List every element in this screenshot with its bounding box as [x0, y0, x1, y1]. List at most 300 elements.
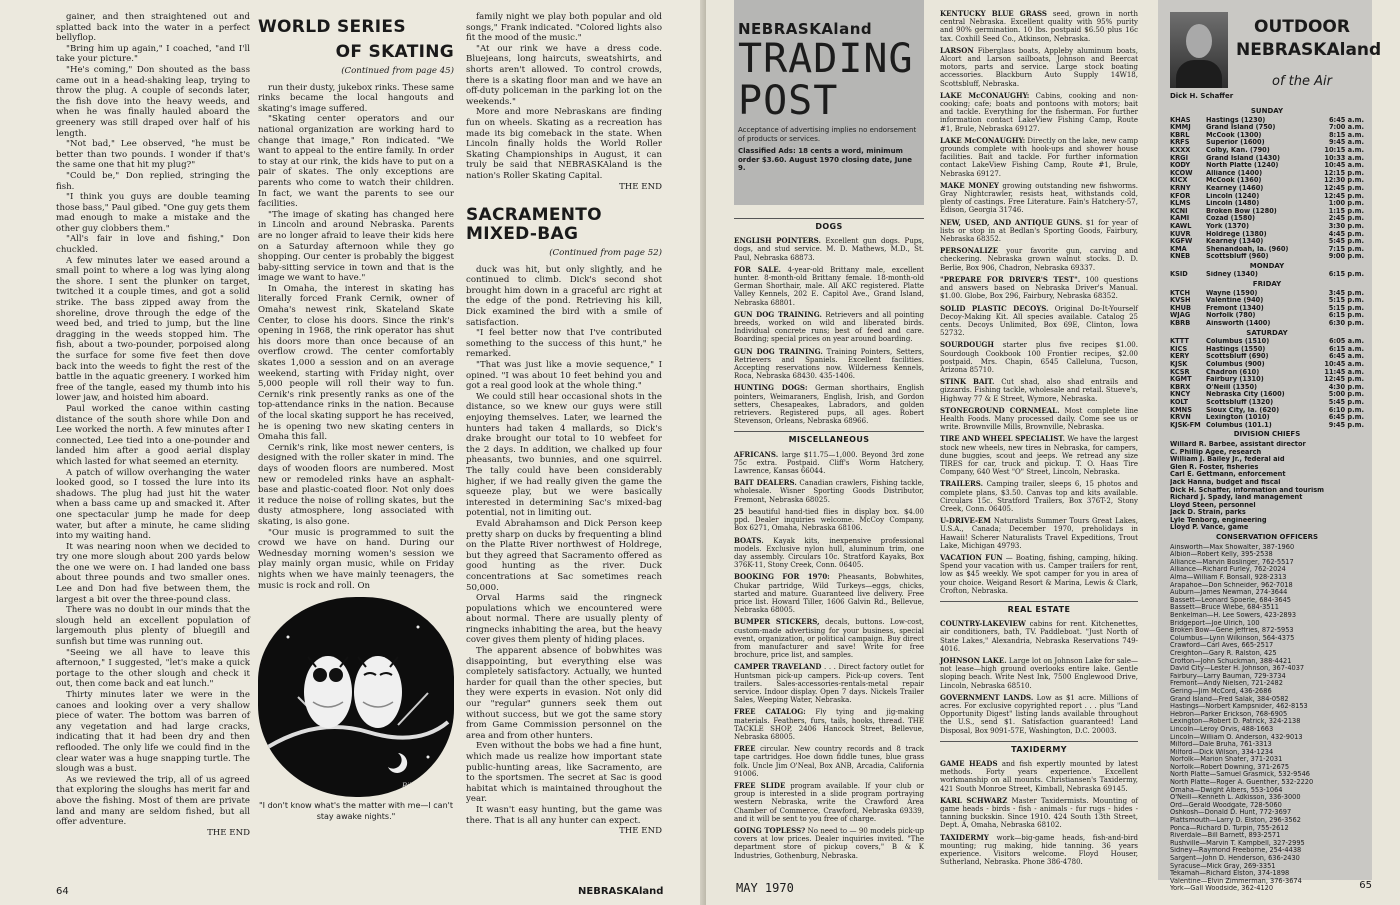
classified-rates: Classified Ads: 18 cents a word, minimum order $3.60. August 1970 closing date, June 9. — [738, 147, 913, 172]
fishing-end-mark: THE END — [207, 827, 250, 838]
page-number-left: 64 — [56, 886, 69, 897]
classified-ad-text: We have the largest stock new wheels, new tires in Nebraska, for campers, dune buggies, scout and jeeps. We retread any size TIRES for car, truck and pickup. T. O. Haas Tire Company, 640 West "O" Street, Lincoln, Nebraska. — [940, 435, 1139, 477]
trading-post-kicker: NEBRASKAland — [738, 20, 873, 38]
sacramento-continued-note: (Continued from page 52) — [549, 248, 662, 259]
skating-headline-line1: WORLD SERIES — [258, 17, 406, 37]
classifieds-column-1 — [734, 212, 924, 864]
air-time: 10:33 a.m. — [1324, 153, 1364, 162]
air-time: 7:00 a.m. — [1328, 123, 1364, 132]
classified-ad-keyword: CAMPER TRAVELAND — [734, 662, 822, 672]
radio-title-line1: OUTDOOR — [1254, 17, 1350, 37]
classified-ad-keyword: TRAILERS. — [940, 479, 984, 489]
classified-ad — [940, 407, 1138, 432]
station-callsign: KICS — [1170, 344, 1188, 353]
classified-ad — [734, 827, 924, 860]
air-time: 2:45 p.m. — [1328, 214, 1364, 223]
conservation-officer-entry: Plattsmouth—Larry D. Elston, 296-3562 — [1170, 817, 1301, 825]
sacramento-paragraph: Even without the bobs we had a fine hunt, which made us realize how important state public-hunting areas, like Sacramento, are to the sportsmen. The secret at Sac is good habitat which is maintained throughout the year. — [466, 741, 662, 805]
station-city: Alliance (1400) — [1206, 169, 1263, 177]
fishing-paragraph: "Not bad," Lee observed, "he must be better than two pounds. I wonder if that's the same one that hit my plug?" — [56, 139, 250, 171]
right-article-column — [466, 12, 662, 837]
station-city: Lincoln (1240) — [1206, 192, 1260, 200]
conservation-officer-entry: Lincoln—Leroy Orvis, 488-1663 — [1170, 725, 1274, 733]
skating-paragraph: run their dusty, jukebox rinks. These same rinks became the local hangouts and skating's image suffered. — [258, 82, 454, 114]
station-callsign: KMA — [1170, 244, 1187, 253]
sacramento-paragraph: It wasn't easy hunting, but the game was there. That is all any hunter can expect. — [466, 804, 662, 826]
air-time: 6:15 a.m. — [1328, 344, 1364, 353]
classified-ad-text: program available. If your club or group is interested in a slide program portraying western Nebraska, write the Crawford Area Chamber of Commerce, Crawford, Nebraska 69339, and it will be sent to you free of charge. — [734, 781, 924, 823]
division-chief-entry: C. Phillip Agee, research — [1170, 448, 1262, 456]
conservation-officer-entry: Alliance—Marvin Boslinger, 762-5517 — [1170, 558, 1294, 566]
classified-ad-text: circular. New country records and 8 track tape cartridges. Hoe down fiddle tunes, blue grass folk. Uncle Jim O'Neal, Box ANB, Arcadia, California 91006. — [734, 745, 924, 778]
conservation-officer-entry: Norfolk—Robert Downing, 371-2675 — [1170, 763, 1290, 771]
sacramento-paragraph: The apparent absence of bobwhites was disappointing, but everything else was completely satisfactory. Actually, we hunted harder for quail than the other species, but they were experts in evasion. Not only did our "regular" gunners seek them out without success, but we got the same story from Game Commission personnel on the area and from other hunters. — [466, 646, 662, 741]
conservation-officer-entry: Omaha—Dwight Albers, 553-1064 — [1170, 786, 1283, 794]
classified-ad-text: $1 for year of lists or stop in at Bedlan's Sporting Goods, Fairbury, Nebraska 68352. — [940, 218, 1138, 244]
station-callsign: KBRL — [1170, 130, 1190, 139]
conservation-officer-entry: Fairbury—Larry Bauman, 729-3734 — [1170, 672, 1286, 680]
division-chief-entry: Jack Hanna, budget and fiscal — [1170, 478, 1281, 486]
conservation-officer-entry: Bassett—Bruce Wiebe, 684-3511 — [1170, 604, 1279, 612]
station-city: Nebraska City (1600) — [1206, 391, 1285, 399]
issue-date-footer: MAY 1970 — [736, 881, 794, 895]
classified-ad — [734, 782, 924, 823]
conservation-officer-entry: Crofton—John Schuckman, 388-4421 — [1170, 657, 1292, 665]
division-chiefs-heading: DIVISION CHIEFS — [1233, 430, 1301, 439]
conservation-officer-entry: York—Gall Woodside, 362-4120 — [1170, 885, 1274, 893]
fishing-paragraph: "I think you guys are double teaming those bass," Paul gibed. "One guy gets them mad enough to make a mistake and the other guy clobbers them." — [56, 192, 250, 234]
station-city: Sioux City, Ia. (620) — [1206, 406, 1280, 414]
air-time: 6:45 p.m. — [1328, 413, 1364, 422]
conservation-officer-entry: Riverdale—Bill Barnett, 893-2571 — [1170, 832, 1281, 840]
classified-ad-text: Fiberglass boats, Appleby aluminum boats, Alcort and Larson sailboats, Johnson and Beercat motors, parts and service. Large stock boating accessories. Blackburn Auto Supply 14W18, Scottsbluff, Nebraska. — [940, 46, 1138, 88]
station-callsign: KVSH — [1170, 296, 1191, 305]
classified-ad-text: Directly on the lake, new camp grounds complete with hook-ups and shower house facilities. Bait and tackle. For further information contact LakeView Fishing Camp, Route #1, Brule, Nebraska 69127. — [940, 136, 1138, 178]
division-chief-entry: Jack D. Strain, parks — [1170, 509, 1246, 517]
classified-ad — [734, 618, 924, 659]
station-callsign: KAWL — [1170, 221, 1192, 230]
classified-ad-keyword: FOR SALE. — [734, 264, 781, 274]
conservation-officer-entry: Creighton—Gary R. Ralston, 425 — [1170, 649, 1277, 657]
fishing-paragraph: As we reviewed the trip, all of us agreed that exploring the sloughs has merit far and above the fishing. Most of them are private land and many are seldom fished, but all offer adventure. — [56, 774, 250, 828]
classified-ad-text: Naturalists Summer Tours Great Lakes, U.S.A., Canada; December 1970, preholidays in Hawaii! Scherer Naturalists Travel Expeditions, Trout Lake, Michigan 49793. — [940, 517, 1138, 550]
classified-ad-keyword: SOURDOUGH — [940, 340, 994, 350]
air-time: 9:45 p.m. — [1328, 420, 1364, 429]
classified-ad-keyword: LAKE McCONAUGHY: — [940, 135, 1026, 145]
skating-headline-line2: OF SKATING — [335, 42, 454, 62]
outdoor-nebraskaland-radio-panel — [1158, 0, 1382, 893]
cartoonist-signature: Billy Malley — [402, 781, 444, 790]
skating-paragraph: Cernik's rink, like most newer centers, is designed with the roller skater in mind. The days of wooden floors are numbered. Most new or remodeled rinks have an asphalt-base and plastic-coated floor. Not only does it reduce the noise of rolling skates, but the dusty atmosphere, long associated with skating, is also gone. — [258, 442, 454, 527]
conservation-officer-entry: Tekamah—Richard Elston, 374-1898 — [1170, 870, 1290, 878]
classified-ad-keyword: FREE — [734, 744, 756, 754]
classified-ad-keyword: ENGLISH POINTERS. — [734, 236, 821, 246]
classified-ad — [734, 745, 924, 778]
air-time: 10:15 a.m. — [1324, 145, 1364, 154]
classified-ad — [734, 348, 924, 381]
schedule-row — [1170, 253, 1364, 261]
conservation-officer-entry: Albion—Robert Kelly, 395-2538 — [1170, 551, 1273, 559]
station-callsign: KICX — [1170, 176, 1188, 185]
air-time: 4:45 p.m. — [1328, 229, 1364, 238]
conservation-officer-entry: Grand Island—Fred Salak, 384-0582 — [1170, 695, 1289, 703]
fishing-paragraph: Paul worked the canoe within casting distance of the south shore while Don and Lee worked the north. A few minutes after I connected, Lee tied into a one-pounder and landed him after a good aerial display which lasted for what seemed an eternity. — [56, 403, 250, 467]
schedule-day-heading: SUNDAY — [1250, 107, 1284, 115]
station-city: Scottsbluff (1320) — [1206, 398, 1274, 406]
classified-ad-text: Excellent gun dogs. Pups, dogs, and stud service. M. D. Mathews, M.D., St. Paul, Nebraska 68873. — [734, 237, 924, 262]
station-callsign: KSID — [1170, 270, 1188, 279]
conservation-officer-entry: Lexington—Robert D. Patrick, 324-2138 — [1170, 718, 1301, 726]
station-city: Sidney (1340) — [1206, 271, 1258, 279]
classified-ad — [940, 10, 1138, 43]
fishing-paragraph: gainer, and then straightened out and splatted back into the water in a perfect bellyflop. — [56, 12, 250, 44]
sacramento-headline: SACRAMENTO MIXED-BAG — [466, 205, 602, 245]
classified-ad-text: and fish expertly mounted by latest methods. Forty years experience. Excellent workmanship on all mounts. Christiansen's Taxidermy, 421 South Monroe Street, Kimball, Nebraska 69145. — [940, 760, 1138, 793]
classified-ad — [940, 219, 1138, 244]
cartoon-caption: "I don't know what's the matter with me—I can't stay awake nights." — [259, 801, 453, 821]
classified-ad — [734, 573, 924, 614]
classified-ad — [940, 760, 1138, 793]
station-city: North Platte (1240) — [1206, 162, 1279, 170]
schedule-row — [1170, 320, 1364, 328]
division-chief-entry: Lloyd Steen, personnel — [1170, 501, 1256, 509]
air-time: 5:00 p.m. — [1328, 390, 1364, 399]
classified-ad-text: Training Pointers, Setters, Retrievers and Spaniels. Excellent facilities. Accepting reservations now. Wilderness Kennels, Roca, Nebraska 68430. 435-1406. — [734, 347, 924, 381]
advertising-disclaimer: Acceptance of advertising implies no endorsement of products or services. — [738, 126, 917, 143]
classified-ad-keyword: MAKE MONEY — [940, 180, 999, 190]
classified-ad — [734, 266, 924, 307]
classified-ad-text: beautiful hand-tied flies in display box. $4.00 ppd. Dealer inquiries welcome. McCoy Company, Box 6271, Omaha, Nebraska 68106. — [734, 507, 924, 533]
classified-ad-text: Most complete line Health Foods. Many processed daily. Come see us or write. Brownville Mills, Brownville, Nebraska. — [940, 406, 1138, 432]
air-time: 11:45 a.m. — [1324, 367, 1364, 376]
station-city: Scottsbluff (690) — [1206, 353, 1269, 361]
station-city: Broken Bow (1280) — [1206, 207, 1277, 215]
classified-ad — [940, 480, 1138, 513]
station-city: York (1370) — [1206, 222, 1250, 230]
station-callsign: KXXX — [1170, 145, 1191, 154]
classified-ad-text: large $11.75—1,000. Beyond 3rd zone 75c extra. Postpaid. Cliff's Worm Hatchery, Lawrence, Kansas 66044. — [734, 450, 924, 476]
fishing-paragraph: It was nearing noon when we decided to try one more slough about 200 yards below the one we were on. I had landed one bass about three pounds and two smaller ones. Lee and Don had five between them, the largest a bit over the three-pound class. — [56, 541, 250, 605]
classified-ad — [734, 384, 924, 425]
classified-ad-keyword: AFRICANS. — [734, 449, 779, 459]
classified-ad — [940, 517, 1138, 550]
schedule-row — [1170, 422, 1364, 430]
host-portrait — [1170, 12, 1228, 88]
conservation-officer-entry: Alliance—Richard Furley, 762-2024 — [1170, 566, 1286, 574]
station-callsign: KRVN — [1170, 413, 1191, 422]
classified-ad — [940, 47, 1138, 88]
conservation-officer-entry: Milford—Dale Bruha, 761-3313 — [1170, 741, 1272, 749]
classified-ad-text: Fly tying and jig-making materials. Feathers, furs, tails, hooks, thread. THE TACKLE SHOP, 2406 Hancock Street, Bellevue, Nebraska 68005. — [734, 708, 924, 741]
classified-ad — [940, 341, 1138, 374]
conservation-officer-entry: Auburn—James Newman, 274-3644 — [1170, 589, 1288, 597]
fishing-paragraph: "Could be," Don replied, stringing the fish. — [56, 170, 250, 192]
air-time: 6:05 a.m. — [1328, 337, 1364, 346]
fishing-paragraph: "Bring him up again," I coached, "and I'll take your picture." — [56, 43, 250, 65]
station-city: Scottsbluff (960) — [1206, 253, 1269, 261]
sacramento-end-mark: THE END — [619, 826, 662, 837]
conservation-officer-entry: Fremont—Andy Nielsen, 721-2482 — [1170, 680, 1283, 688]
conservation-officer-entry: Hebron—Parker Erickson, 768-6905 — [1170, 710, 1288, 718]
classified-ad-text: cabins for rent. Kitchenettes, air conditioners, bath, TV. Paddleboat. "Just North of State Lakes," Alexandria, Nebraska Reservations 749-4016. — [940, 620, 1138, 653]
station-callsign: KCSR — [1170, 367, 1190, 376]
air-time: 8:15 a.m. — [1328, 130, 1364, 139]
classified-ad-keyword: KARL SCHWARZ — [940, 795, 1008, 805]
classified-ad-keyword: PERSONALIZE — [940, 246, 999, 256]
classified-ad — [734, 508, 924, 533]
station-city: McCook (1300) — [1206, 131, 1262, 139]
conservation-officer-entry: Broken Bow—Gene Jeffries, 872-5953 — [1170, 627, 1294, 635]
station-city: Valentine (940) — [1206, 297, 1264, 305]
station-callsign: KAMI — [1170, 214, 1190, 223]
classified-ad — [940, 797, 1138, 830]
air-time: 5:45 p.m. — [1328, 397, 1364, 406]
conservation-officer-entry: Sidney—Raymond Freeborne, 254-4438 — [1170, 847, 1302, 855]
broadcast-schedule — [1170, 106, 1364, 895]
station-city: Kearney (1460) — [1206, 184, 1264, 192]
station-callsign: KBRB — [1170, 319, 1191, 328]
classified-ad-text: . . . Direct factory outlet for Huntsman pick-up campers. Pick-up covers. Tent trailers. Sales-accessories-rentals-metal repair service. Indoor display. Open 7 days. Nickels Trailer Sales, Weeping Water, Nebraska. — [734, 663, 924, 705]
classified-ad-text: German shorthairs, English pointers, Weimaraners, English, Irish, and Gordon setters, Chesapeakes, Labradors, and golden retrievers. Registered pups, all ages. Robert Stevenson, Orleans, Nebraska 68966. — [734, 384, 925, 426]
classified-ad-keyword: STINK BAIT. — [940, 377, 995, 387]
station-city: Fremont (1340) — [1206, 304, 1264, 312]
air-time: 6:10 p.m. — [1328, 405, 1364, 414]
fishing-paragraph: A few minutes later we eased around a small point to where a log was lying along the shore. I sent the plunker on target, twitched it a couple times, and got a solid strike. The bass zipped away from the shoreline, drove through the edge of the weed bed, and tried to jump, but the line dragging in the weeds stopped him. The fish, about a two-pounder, porpoised along the surface for some five feet then dove back into the weeds to fight the rest of the battle in the aquatic greenery. I worked him free of the tangle, eased my thumb into his lower jaw, and hoisted him aboard. — [56, 255, 250, 404]
air-time: 10:45 a.m. — [1324, 360, 1364, 368]
division-chief-entry: Richard J. Spady, land management — [1170, 494, 1303, 502]
classified-ad-keyword: GOING TOPLESS? — [734, 826, 806, 835]
classified-ad — [940, 694, 1138, 735]
station-city: Chadron (610) — [1206, 368, 1260, 376]
skating-paragraph: "At our rink we have a dress code. Bluejeans, long haircuts, sweatshirts, and shorts aren't allowed. To control crowds, there is a skating floor man and we have an off-duty policeman in the parking lot on the weekends." — [466, 43, 662, 107]
schedule-day-heading: FRIDAY — [1252, 280, 1282, 289]
classified-ad-keyword: 25 — [734, 506, 744, 516]
division-chief-entry: William J. Bailey Jr., federal aid — [1170, 456, 1285, 464]
classified-ad-keyword: HUNTING DOGS: — [734, 383, 808, 393]
skating-paragraph: family night we play both popular and old songs," Frank indicated. "Colored lights also fit the mood of the music." — [466, 12, 662, 44]
air-time: 9:00 p.m. — [1328, 252, 1364, 261]
conservation-officers-heading: CONSERVATION OFFICERS — [1215, 533, 1319, 542]
station-city: McCook (1360) — [1206, 177, 1262, 185]
air-time: 6:15 p.m. — [1328, 270, 1364, 279]
division-chief-entry: Lloyd P. Vance, game — [1170, 524, 1249, 532]
conservation-officer-entry: Arapahoe—Don Schneider, 962-7018 — [1170, 581, 1293, 589]
classified-ad — [734, 237, 924, 262]
classifieds-column-2 — [940, 10, 1138, 870]
fishing-paragraph: "He's coming," Don shouted as the bass came out in a head-shaking leap, trying to throw the plug. A couple of seconds later, the fish dove into the heavy weeds, and when he was finally hauled aboard the greenery was still draped over half of his length. — [56, 64, 250, 139]
air-time: 7:15 p.m. — [1328, 244, 1364, 253]
classified-ad-keyword: GUN DOG TRAINING. — [734, 346, 823, 356]
conservation-officer-entry: Syracuse—Mick Gray, 269-3351 — [1170, 862, 1276, 870]
air-time: 12:45 p.m. — [1324, 375, 1364, 384]
conservation-officer-entry: O'Neill—Kenneth L. Adkisson, 336-3000 — [1170, 794, 1301, 802]
air-time: 6:45 a.m. — [1328, 352, 1364, 361]
skating-continued-note: (Continued from page 45) — [341, 66, 454, 76]
division-chief-entry: Willard R. Barbee, assistant director — [1170, 440, 1306, 448]
conservation-officer-entry: Lincoln—William O. Anderson, 432-9013 — [1170, 733, 1303, 741]
classified-ad — [734, 663, 924, 704]
conservation-officer-entry: Bridgeport—Joe Ulrich, 100 — [1170, 619, 1260, 627]
owl-cartoon-drawing — [258, 597, 454, 797]
station-callsign: KODY — [1170, 161, 1191, 170]
station-callsign: KGMT — [1170, 375, 1192, 384]
station-callsign: KTCH — [1170, 288, 1190, 297]
classified-ad — [734, 451, 924, 476]
classified-ad-keyword: KENTUCKY BLUE GRASS — [940, 9, 1047, 18]
classified-ad-text: Retrievers and all pointing breeds, worked on wild and liberated birds. Individual concrete runs; best of feed and care. Boarding; special prices on year around boarding. — [734, 310, 924, 344]
division-chief-entry: Glen R. Foster, fisheries — [1170, 463, 1259, 471]
fishing-paragraph: There was no doubt in our minds that the slough held an excellent population of largemouth plus plenty of bluegill and sunfish but time was running out. — [56, 605, 250, 648]
station-city: Wayne (1590) — [1206, 289, 1258, 297]
fishing-paragraph: "Seeing we all have to leave this afternoon," I suggested, "let's make a quick portage to the other slough and check it out, then come back and eat lunch." — [56, 647, 250, 690]
classified-ad-text: seed, grown in north central Nebraska. Excellent quality with 95% purity and 90% germination. 10 lbs. postpaid $6.50 plus 16c tax. Coxhill Seed Co., Atkinson, Nebraska. — [940, 10, 1138, 43]
classified-ad-keyword: VACATION FUN — [940, 552, 1003, 562]
conservation-officer-entry: Benkelman—H. Lee Sowers, 423-2893 — [1170, 612, 1297, 619]
classified-ad — [940, 657, 1138, 690]
station-callsign: KUVR — [1170, 229, 1191, 238]
classified-ad-keyword: GOVERNMENT LANDS. — [940, 692, 1034, 702]
station-city: Shenandoah, Ia. (960) — [1206, 245, 1289, 253]
classified-ad-text: starter plus five recipes $1.00. Sourdough Cookbook 100 Frontier recipes, $2.00 postpaid. Mrs. Chapin, 6545 Calleluna, Tucson, Arizona 85710. — [940, 341, 1138, 374]
station-callsign: KOLT — [1170, 397, 1189, 406]
station-callsign: KERY — [1170, 352, 1190, 361]
classified-ad-keyword: FREE CATALOG: — [734, 707, 806, 717]
conservation-officer-entry: Gering—Jim McCord, 436-2686 — [1170, 687, 1272, 695]
classified-ad — [940, 554, 1138, 595]
station-city: Hastings (1550) — [1206, 345, 1266, 353]
station-callsign: KNCY — [1170, 390, 1191, 399]
trading-post-title-line1: TRADING — [738, 36, 914, 82]
classified-ad-text: Kayak kits, inexpensive professional models. Exclusive nylon hull, aluminum trim, one day assembly. Circulars 10c. Stratford Kayaks, Box 376K-11, Stony Creek, Conn. 06405. — [734, 536, 924, 570]
fishing-paragraph: A patch of willow overhanging the water looked good, so I tossed the lure into its shadows. The plug had just hit the water when a bass came up and smacked it. After one spectacular jump he made for deep water, but after a minute, he came sliding into my waiting hand. — [56, 467, 250, 542]
station-city: Columbus (900) — [1206, 361, 1265, 368]
conservation-officer-entry: Crawford—Carl Aves, 665-2517 — [1170, 642, 1274, 650]
classified-ad-text: decals, buttons. Low-cost, custom-made advertising for your business, special event, organization, or political campaign. Buy direct from manufacturer and save! Write for free brochure, price list, and samples. — [734, 618, 924, 660]
classified-ad-text: Cut shad, also shad entrails and gizzards. Fishing tackle, wholesale and retail. Stueve's, Highway 77 & E Street, Wymore, Nebraska. — [940, 378, 1139, 403]
sacramento-paragraph: "I feel better now that I've contributed something to the success of this hunt," he remarked. — [466, 328, 662, 360]
air-time: 3:45 p.m. — [1328, 288, 1364, 297]
conservation-officer-entry: Norfolk—Marion Shafer, 371-2031 — [1170, 756, 1283, 764]
classified-ad — [734, 708, 924, 741]
skating-paragraph: "Our music is programmed to suit the crowd we have on hand. During our Wednesday morning women's session we play mainly organ music, while on Friday nights when we have mainly teenagers, the music is rock and roll. On — [258, 527, 454, 591]
division-chief-entry: Lyle Tenborg, engineering — [1170, 516, 1267, 524]
air-time: 5:45 p.m. — [1328, 237, 1364, 246]
classified-ad-text: 100 questions and answers based on Nebraska Driver's Manual. $1.00. Globe, Box 296, Fairbury, Nebraska 68352. — [940, 275, 1138, 301]
station-callsign: KJSK — [1170, 360, 1188, 368]
station-city: Columbus (1510) — [1206, 338, 1270, 346]
conservation-officer-entry: Hastings—Norbert Kampsnider, 462-8153 — [1170, 703, 1308, 711]
classified-ad-text: — Boating, fishing, camping, hiking. Spend your vacation with us. Camper trailers for rent, low as $45 weekly. We spot camper for you in area of your choice. Weigand Resort & Marina, Lewis & Clark, Crofton, Nebraska. — [940, 553, 1138, 595]
classified-ad — [940, 137, 1138, 178]
classified-ad-text: Pheasants, Bobwhites, Chukar partridge, Wild Turkeys—eggs, chicks, started and mature. Guaranteed live delivery. Free price list. Howard Tiller, 1606 Galvin Rd., Bellevue, Nebraska 68005. — [734, 573, 924, 615]
station-callsign: KMNS — [1170, 405, 1192, 414]
page-number-right: 65 — [1359, 880, 1372, 891]
classified-ad-text: Camping trailer, sleeps 6, 15 photos and complete plans, $3.50. Canvas top and kits available. Circulars 15c. Stratford Trailers, Box 376T-2, Stony Creek, Conn. 06405. — [940, 480, 1138, 513]
station-callsign: KFOR — [1170, 191, 1191, 200]
sacramento-paragraph: We could still hear occasional shots in the distance, so we knew our guys were still enjoying themselves. Later, we learned the hunters had taken 4 mallards, so Dick's drake brought our total to 10 webfeet for the 2 days. In addition, we chalked up four pheasants, two bunnies, and one squirrel. The tally could have been considerably higher, if we had really given the game the squeeze play, but we were basically interested in determining Sac's mixed-bag potential, not in limiting out. — [466, 391, 662, 519]
classified-ad-text: Original Do-It-Yourself Decoy-Making Kit. All species available. Catalog 25 cents. Decoys Unlimited, Box 69E, Clinton, Iowa 52732. — [940, 304, 1138, 338]
station-callsign: KHUB — [1170, 303, 1192, 312]
air-time: 12:15 p.m. — [1324, 168, 1364, 177]
schedule-day-heading: SATURDAY — [1246, 328, 1288, 337]
station-city: Colby, Kan. (790) — [1206, 146, 1270, 154]
station-city: Norfolk (780) — [1206, 312, 1256, 320]
classified-ad-keyword: LARSON — [940, 45, 974, 55]
classified-ad-keyword: LAKE McCONAUGHY: — [940, 90, 1030, 100]
classified-ad — [940, 834, 1138, 867]
station-callsign: WJAG — [1170, 311, 1191, 320]
classified-ad — [940, 435, 1138, 476]
station-city: Columbus (101.1) — [1206, 421, 1272, 429]
conservation-officer-entry: Ponca—Richard D. Turpin, 755-2612 — [1170, 824, 1289, 832]
conservation-officer-entry: Columbus—Lynn Wilkinson, 564-4375 — [1170, 634, 1295, 642]
radio-title-line2: NEBRASKAland — [1236, 40, 1382, 60]
section-miscellaneous: MISCELLANEOUS — [734, 431, 924, 444]
conservation-officer-entry: North Platte—Roger A. Guenther, 532-2220 — [1170, 779, 1314, 787]
schedule-row — [1170, 271, 1364, 279]
sacramento-paragraph: duck was hit, but only slightly, and he continued to climb. Dick's second shot brought him down in a graceful arc right at the edge of the pond. Retrieving his kill, Dick examined the bird with a smile of satisfaction. — [466, 264, 662, 328]
air-time: 10:45 a.m. — [1324, 161, 1364, 170]
radio-subtitle: of the Air — [1272, 74, 1332, 89]
air-time: 1:15 p.m. — [1328, 206, 1364, 215]
fishing-article-column — [56, 12, 250, 838]
air-time: 9:45 a.m. — [1328, 138, 1364, 147]
classified-ad-text: Master Taxidermists. Mounting of game heads - birds - fish - animals - fur rugs - hides - tanning buckskin. Since 1910. 424 South 13th Street, Dept. A, Omaha, Nebraska 68102. — [940, 796, 1139, 830]
classified-ad — [940, 182, 1138, 215]
sacramento-paragraph: "That was just like a movie sequence," I opined. "I was about 10 feet behind you and got a real good look at the whole thing." — [466, 360, 662, 392]
classified-ad-keyword: U-DRIVE-EM — [940, 516, 991, 526]
air-time: 3:30 p.m. — [1328, 221, 1364, 230]
section-real-estate: REAL ESTATE — [940, 601, 1138, 614]
station-callsign: KRNY — [1170, 183, 1191, 192]
air-time: 12:45 p.m. — [1324, 183, 1364, 192]
station-city: Hastings (1230) — [1206, 116, 1266, 124]
air-time: 4:30 p.m. — [1328, 382, 1364, 391]
classified-ad-keyword: COUNTRY-LAKEVIEW — [940, 619, 1026, 629]
skating-paragraph: In Omaha, the interest in skating has literally forced Frank Cernik, owner of Omaha's newest rink, Skateland Skate Center, to close his doors. Since the rink's opening in 1968, the rink operator has shut his doors more than once because of an overflow crowd. The center comfortably skates 1,000 a session and on an average weekend, starting with Friday night, over 5,000 people will roll their way to fun. Cernik's rink presently ranks as one of the top-attendance rinks in the nation. Because of the local skating support he has received, he is opening two new skating centers in Omaha this fall. — [258, 283, 454, 443]
station-callsign: KMMJ — [1170, 123, 1191, 132]
classified-ad — [734, 311, 924, 344]
trading-post-header — [734, 0, 924, 205]
skating-end-mark: THE END — [619, 181, 662, 192]
air-time: 6:15 p.m. — [1328, 311, 1364, 320]
conservation-officer-entry: North Platte—Samuel Grasmick, 532-9546 — [1170, 771, 1310, 779]
classified-ad-keyword: JOHNSON LAKE. — [940, 656, 1007, 666]
station-city: Lexington (1010) — [1206, 414, 1270, 422]
classified-ad — [940, 92, 1138, 133]
fishing-paragraph: "All's fair in love and fishing," Don chuckled. — [56, 234, 250, 256]
section-taxidermy: TAXIDERMY — [940, 741, 1138, 754]
classified-ad-keyword: "PREPARE FOR DRIVER'S TEST". — [940, 274, 1081, 284]
radio-title — [1236, 16, 1382, 62]
station-callsign: KCOW — [1170, 168, 1193, 177]
classified-ad-keyword: NEW, USED, AND ANTIQUE GUNS. — [940, 217, 1083, 227]
classified-ad-keyword: FREE SLIDE — [734, 780, 786, 790]
classified-ad-text: Cabins, cooking and non-cooking; cafe; boats and pontoons with motors; bait and tackle. Everything for the fisherman. For further information contact LakeView Fishing Camp, Route #1, Brule, Nebraska 69127. — [940, 91, 1138, 133]
classified-ad-text: growing outstanding new fishworms. Gray Nightcrawler, resists heat, withstands cold, plenty of castings. Free Literature. Fain's Hatchery-57, Edison, Georgia 31746. — [940, 181, 1138, 215]
conservation-officer-entry: Rushville—Marvin T. Kampbell, 327-2995 — [1170, 839, 1305, 847]
station-city: Kearney (1340) — [1206, 238, 1264, 246]
schedule-day-heading: MONDAY — [1249, 261, 1285, 270]
air-time: 6:30 p.m. — [1328, 319, 1364, 328]
skating-paragraph: "The image of skating has changed here in Lincoln and around Nebraska. Parents are no longer afraid to leave their kids here on a Saturday afternoon while they go shopping. Our center is probably the biggest baby-sitting service in town and that is the image we want to have." — [258, 209, 454, 284]
classified-ad-keyword: BAIT DEALERS. — [734, 478, 797, 488]
trading-post-title-line2: POST — [738, 78, 839, 124]
classified-ad — [940, 620, 1138, 653]
station-city: Holdrege (1380) — [1206, 230, 1267, 238]
section-dogs: DOGS — [734, 218, 924, 231]
classified-ad — [940, 247, 1138, 272]
